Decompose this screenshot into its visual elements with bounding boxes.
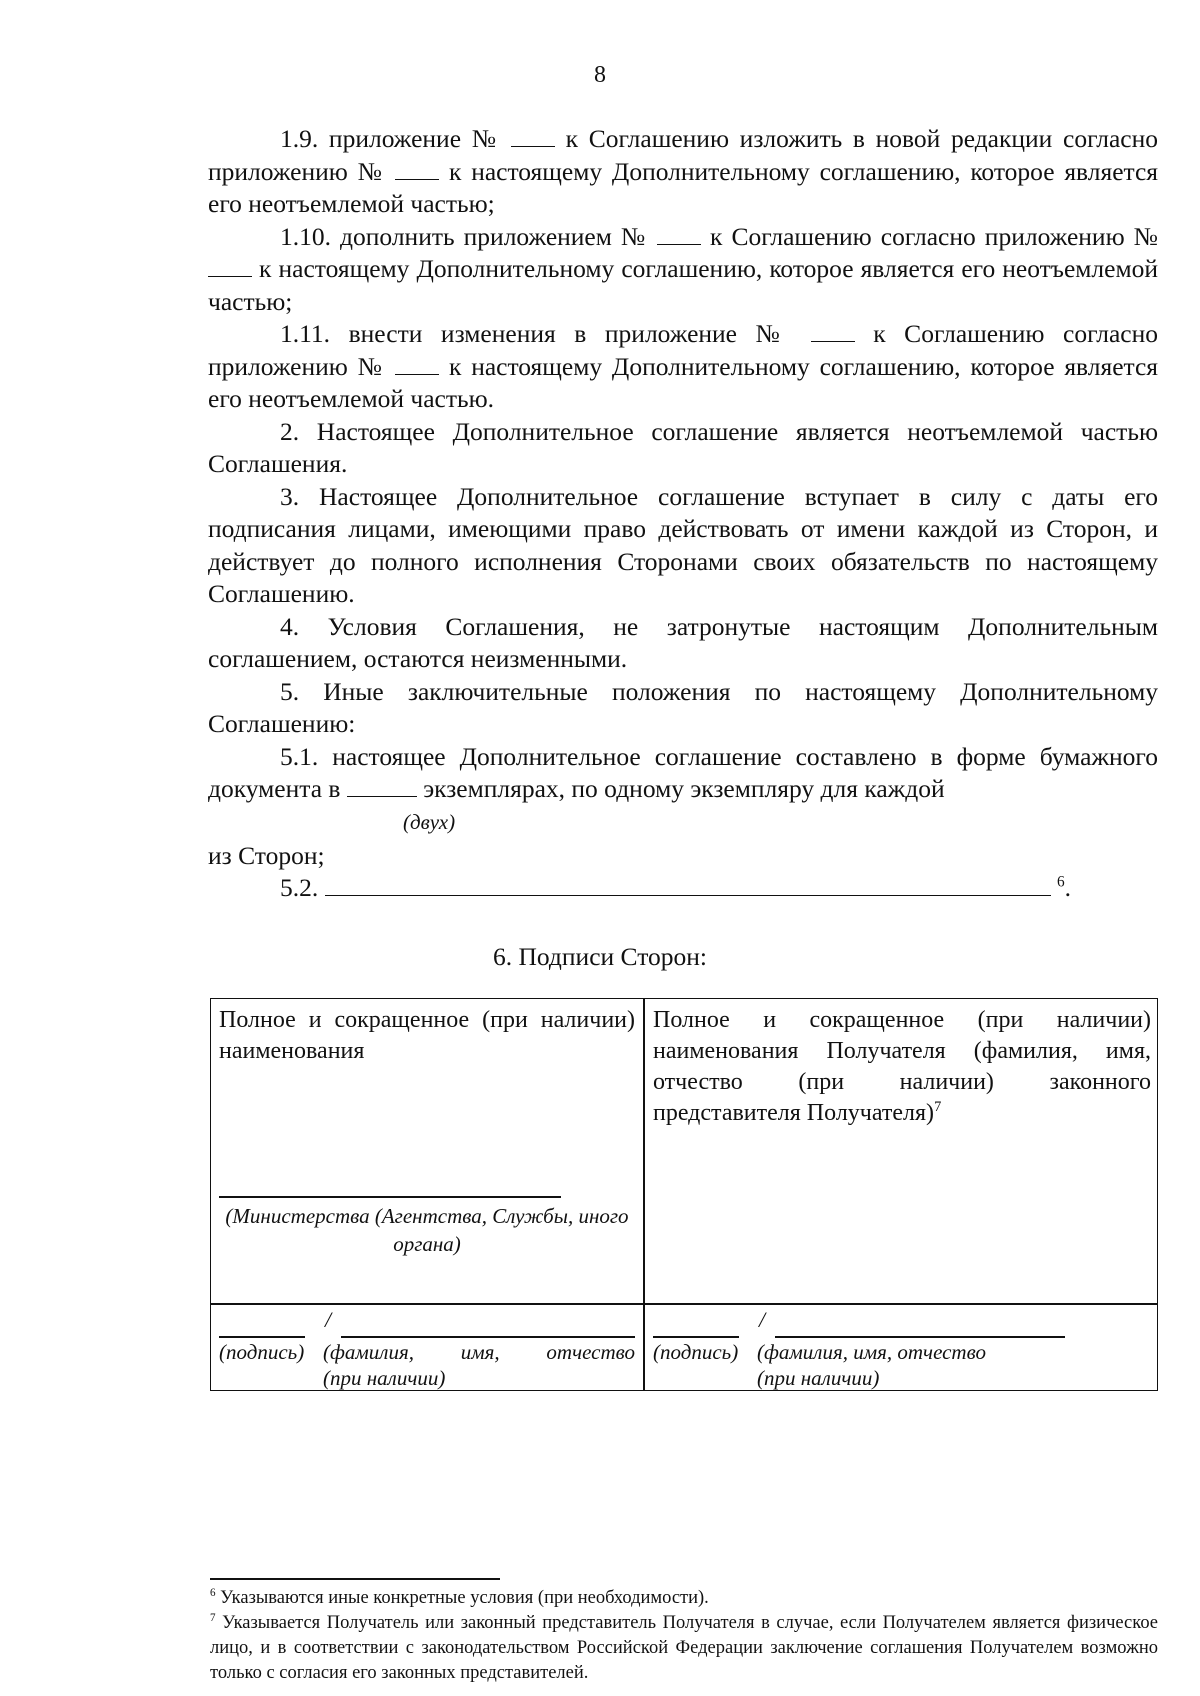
footnote-7-mark: 7 (210, 1611, 216, 1624)
right-party-title-text: Полное и сокращенное (при наличии) наименования Получателя (фамилия, имя, отчество (при наличии) законного представителя Получателя) (653, 1007, 1151, 1126)
footnotes (210, 1586, 1158, 1686)
footnote-separator (210, 1578, 500, 1580)
footnote-ref-7: 7 (934, 1099, 942, 1115)
signatures-heading: 6. Подписи Сторон: (493, 942, 707, 971)
clause-1-10-text-b: к Соглашению согласно приложению № (710, 221, 1158, 251)
clause-1-11 (208, 318, 1158, 416)
left-name-label: (фамилия, имя, отчество (323, 1340, 635, 1364)
blank-field[interactable] (657, 222, 701, 245)
footnote-7 (210, 1611, 1158, 1686)
left-fullname-line[interactable] (341, 1336, 635, 1338)
footnote-6-text: Указываются иные конкретные условия (при необходимости). (220, 1588, 709, 1608)
footnote-7-text: Указывается Получатель или законный представитель Получателя в случае, если Получателем является физическое лицо, и в соответствии с законодательством Российской Федерации заключение соглашения Получателем возможно только с согласия его законных представителей. (210, 1613, 1159, 1683)
blank-field[interactable] (511, 124, 555, 147)
right-signature-line[interactable] (653, 1336, 739, 1338)
footnote-ref-6: 6 (1057, 873, 1065, 891)
clause-1-11-text-c: к настоящему Дополнительному соглашению, которое является его неотъемлемой частью. (208, 351, 1159, 413)
clause-5-2 (208, 872, 1158, 905)
left-name-line[interactable] (219, 1196, 561, 1198)
clause-5-1-text-a: 5.1. настоящее Дополнительное соглашение составлено в форме бумажного документа в (208, 741, 1158, 803)
clause-5-2-label: 5.2. (280, 873, 319, 902)
clause-2: 2. Настоящее Дополнительное соглашение является неотъемлемой частью Соглашения. (208, 416, 1158, 478)
footnote-6 (210, 1586, 1158, 1611)
right-name-label: (фамилия, имя, отчество (757, 1340, 986, 1364)
document-body (208, 123, 1158, 905)
clause-4: 4. Условия Соглашения, не затронутые настоящим Дополнительным соглашением, остаются неизменными. (208, 611, 1158, 673)
clause-5-1-end: из Сторон; (208, 840, 325, 870)
clause-5-2-blank[interactable] (325, 873, 1051, 896)
table-divider-horizontal (211, 1303, 1157, 1305)
right-sign-slash: / (759, 1307, 766, 1332)
clause-3: 3. Настоящее Дополнительное соглашение вступает в силу с даты его подписания лицами, имеющими право действовать от имени каждой из Сторон, и действует до полного исполнения Сторонами своих обязательств по настоящему Соглашению. (208, 481, 1158, 608)
right-sign-label: (подпись) (653, 1340, 739, 1364)
clause-1-11-text-b: к Соглашению согласно приложению № (208, 319, 1159, 381)
clause-1-11-text-a: 1.11. внести изменения в приложение № (280, 319, 793, 348)
clause-1-9-text-c: к настоящему Дополнительному соглашению, которое является его неотъемлемой частью; (208, 156, 1159, 218)
copies-hint: (двух) (403, 809, 456, 834)
right-fullname-line[interactable] (775, 1336, 1065, 1338)
blank-field[interactable] (395, 157, 439, 180)
blank-field[interactable] (208, 254, 252, 277)
left-sign-slash: / (325, 1307, 332, 1332)
right-party-title (653, 1005, 1151, 1129)
clause-5-1 (208, 741, 1158, 806)
left-signature-line[interactable] (219, 1336, 305, 1338)
table-divider-vertical (643, 999, 645, 1390)
page-number: 8 (594, 62, 606, 88)
clause-1-10-text-a: 1.10. дополнить приложением № (280, 221, 648, 251)
right-name-label-2: (при наличии) (757, 1366, 880, 1390)
clause-1-9 (208, 123, 1158, 221)
blank-field[interactable] (395, 352, 439, 375)
copies-blank-field[interactable] (347, 774, 417, 797)
clause-1-9-text-b: к Соглашению изложить в новой редакции согласно приложению № (208, 124, 1158, 186)
clause-1-9-text-a: 1.9. приложение № (280, 124, 501, 153)
clause-5-1-text-b: экземплярах, по одному экземпляру для каждой (423, 774, 945, 803)
clause-5: 5. Иные заключительные положения по настоящему Дополнительному Соглашению: (208, 676, 1158, 738)
signatures-table (210, 998, 1158, 1391)
left-party-hint: (Министерства (Агентства, Службы, иного органа) (225, 1204, 629, 1256)
clause-1-10 (208, 221, 1158, 319)
footnote-6-mark: 6 (210, 1586, 216, 1599)
left-party-title: Полное и сокращенное (при наличии) наименования (219, 1007, 635, 1064)
left-sign-label: (подпись) (219, 1340, 305, 1364)
clause-5-2-period: . (1064, 873, 1072, 902)
left-name-label-2: (при наличии) (323, 1366, 446, 1390)
blank-field[interactable] (811, 319, 855, 342)
copies-hint-line (208, 806, 1158, 840)
clause-1-10-text-c: к настоящему Дополнительному соглашению, которое является его неотъемлемой частью; (208, 254, 1158, 316)
